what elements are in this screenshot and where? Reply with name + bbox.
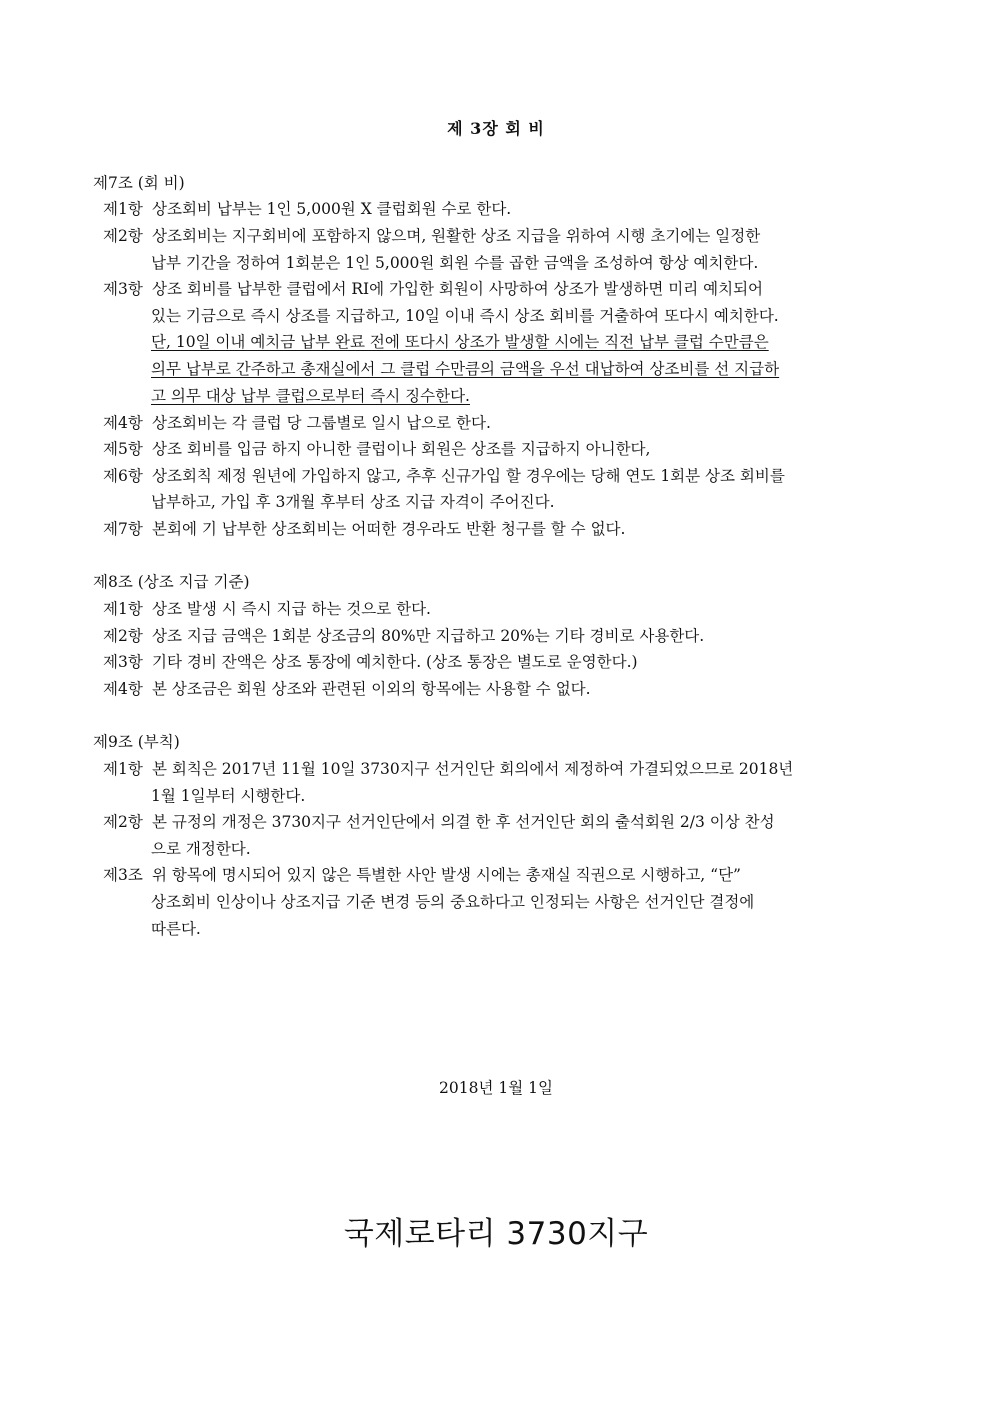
- item-text: 상조 발생 시 즉시 지급 하는 것으로 한다.: [152, 600, 431, 618]
- item-number: 제6항: [103, 467, 143, 485]
- item-text: 본회에 기 납부한 상조회비는 어떠한 경우라도 반환 청구를 할 수 없다.: [152, 520, 626, 538]
- item-number: 제3항: [103, 280, 143, 298]
- item-number: 제1항: [103, 600, 143, 618]
- item-number: 제4항: [103, 414, 143, 432]
- item-continuation: 으로 개정한다.: [151, 840, 251, 858]
- item-number: 제5항: [103, 440, 143, 458]
- item-text: 상조 회비를 납부한 클럽에서 RI에 가입한 회원이 사망하여 상조가 발생하면 미리 예치되어: [152, 280, 764, 298]
- organization-name: 국제로타리 3730지구: [343, 1216, 649, 1252]
- item-text: 상조회비 납부는 1인 5,000원 X 클럽회원 수로 한다.: [152, 200, 512, 218]
- chapter-title: 제 3장 회 비: [447, 119, 545, 138]
- item-number: 제2항: [103, 627, 143, 645]
- item-continuation: 있는 기금으로 즉시 상조를 지급하고, 10일 이내 즉시 상조 회비를 거출하여 또다시 예치한다.: [151, 307, 779, 325]
- item-number: 제1항: [103, 200, 143, 218]
- article-item: [103, 624, 704, 646]
- article-item: [103, 677, 591, 699]
- item-text: 본 회칙은 2017년 11월 10일 3730지구 선거인단 회의에서 제정하여 가결되었으므로 2018년: [152, 760, 794, 778]
- item-number: 제2항: [103, 813, 143, 831]
- item-text: 상조회칙 제정 원년에 가입하지 않고, 추후 신규가입 할 경우에는 당해 연도 1회분 상조 회비를: [152, 467, 785, 485]
- enactment-date: 2018년 1월 1일: [439, 1079, 553, 1097]
- item-text: 상조회비는 지구회비에 포함하지 않으며, 원활한 상조 지급을 위하여 시행 초기에는 일정한: [152, 227, 761, 245]
- article-item: [103, 650, 638, 672]
- article-item: [103, 464, 785, 486]
- item-continuation: 납부 기간을 정하여 1회분은 1인 5,000원 회원 수를 곱한 금액을 조성하여 항상 예치한다.: [151, 254, 759, 272]
- item-number: 제4항: [103, 680, 143, 698]
- item-continuation: 따른다.: [151, 920, 201, 938]
- item-text: 상조 회비를 입금 하지 아니한 클럽이나 회원은 상조를 지급하지 아니한다,: [152, 440, 651, 458]
- underlined-proviso: 의무 납부로 간주하고 총재실에서 그 클럽 수만큼의 금액을 우선 대납하여 상조비를 선 지급하: [151, 360, 780, 378]
- article-item: [103, 517, 625, 539]
- item-number: 제3조: [103, 866, 143, 884]
- article-heading: 제7조 (회 비): [93, 174, 185, 192]
- item-continuation: 상조회비 인상이나 상조지급 기준 변경 등의 중요하다고 인정되는 사항은 선거인단 결정에: [151, 893, 755, 911]
- article-item: [103, 863, 741, 885]
- article-heading: 제8조 (상조 지급 기준): [93, 573, 250, 591]
- underlined-proviso: 고 의무 대상 납부 클럽으로부터 즉시 징수한다.: [151, 387, 470, 405]
- underlined-proviso: 단, 10일 이내 예치금 납부 완료 전에 또다시 상조가 발생할 시에는 직전 납부 클럽 수만큼은: [151, 333, 769, 351]
- item-number: 제1항: [103, 760, 143, 778]
- article-item: [103, 437, 650, 459]
- article-item: [103, 411, 491, 433]
- item-text: 상조회비는 각 클럽 당 그룹별로 일시 납으로 한다.: [152, 414, 491, 432]
- item-text: 기타 경비 잔액은 상조 통장에 예치한다. (상조 통장은 별도로 운영한다.): [152, 653, 638, 671]
- article-item: [103, 810, 775, 832]
- item-continuation: 납부하고, 가입 후 3개월 후부터 상조 지급 자격이 주어진다.: [151, 493, 555, 511]
- item-text: 본 규정의 개정은 3730지구 선거인단에서 의결 한 후 선거인단 회의 출석회원 2/3 이상 찬성: [152, 813, 775, 831]
- article-item: [103, 224, 760, 246]
- article-item: [103, 757, 793, 779]
- item-continuation: 1월 1일부터 시행한다.: [151, 787, 306, 805]
- article-item: [103, 197, 511, 219]
- item-text: 위 항목에 명시되어 있지 않은 특별한 사안 발생 시에는 총재실 직권으로 시행하고, “단”: [152, 866, 741, 884]
- item-number: 제2항: [103, 227, 143, 245]
- item-text: 상조 지급 금액은 1회분 상조금의 80%만 지급하고 20%는 기타 경비로 사용한다.: [152, 627, 705, 645]
- article-item: [103, 597, 431, 619]
- item-number: 제7항: [103, 520, 143, 538]
- article-item: [103, 277, 763, 299]
- item-text: 본 상조금은 회원 상조와 관련된 이외의 항목에는 사용할 수 없다.: [152, 680, 591, 698]
- article-heading: 제9조 (부칙): [93, 733, 180, 751]
- item-number: 제3항: [103, 653, 143, 671]
